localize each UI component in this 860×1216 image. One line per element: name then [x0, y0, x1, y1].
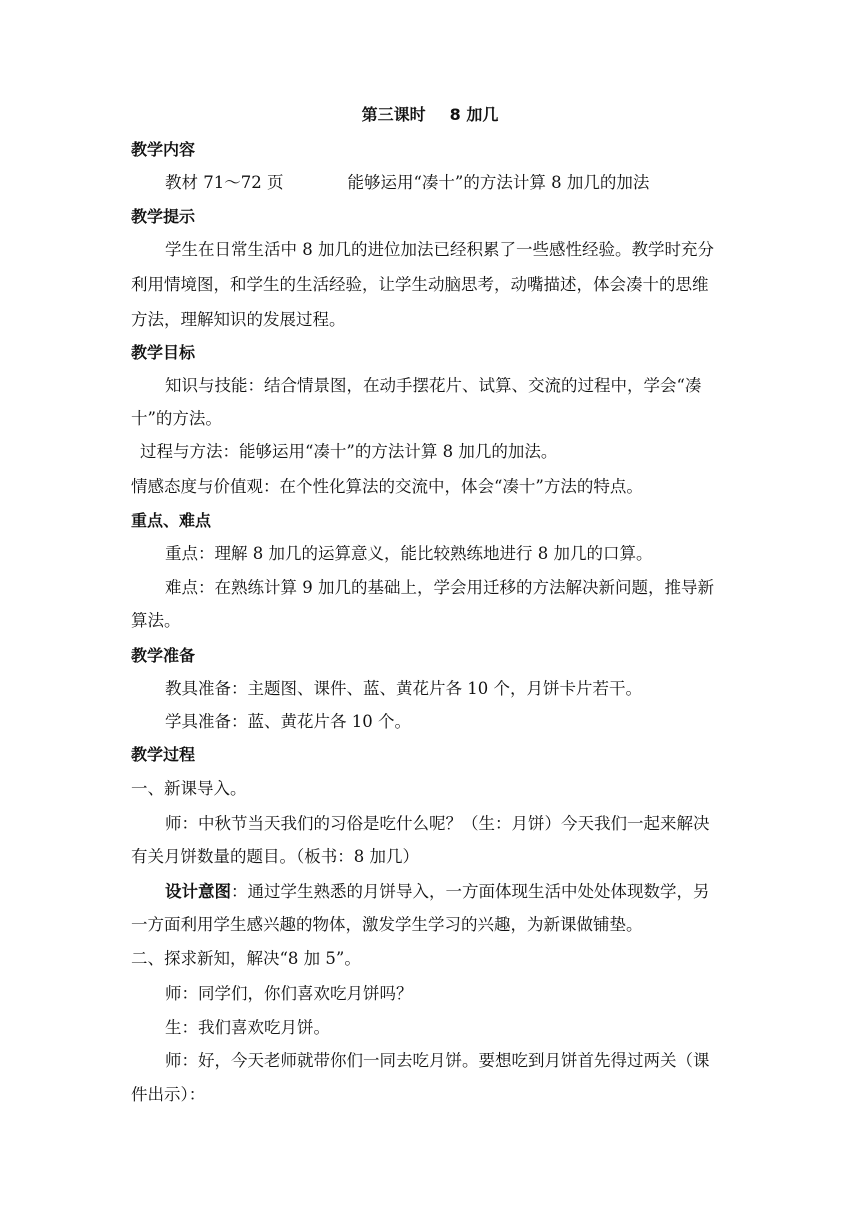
design-intent-line-2: 一方面利用学生感兴趣的物体，激发学生学习的兴趣，为新课做铺垫。	[131, 915, 643, 934]
dialogue-line-2: 生：我们喜欢吃月饼。	[165, 1018, 330, 1037]
process-step-2: 二、探求新知，解决“8 加 5”。	[131, 949, 361, 968]
content-pages: 教材 71～72 页	[165, 173, 284, 192]
process-p1-line-1: 师：中秋节当天我们的习俗是吃什么呢？（生：月饼）今天我们一起来解决	[165, 814, 710, 833]
content-goal: 能够运用“凑十”的方法计算 8 加几的加法	[347, 173, 650, 192]
objectives-line-1: 知识与技能：结合情景图，在动手摆花片、试算、交流的过程中，学会“凑	[165, 376, 702, 395]
title-topic: 8 加几	[449, 105, 499, 124]
heading-objectives: 教学目标	[131, 343, 196, 362]
design-intent-label: 设计意图	[165, 882, 231, 901]
objectives-line-2: 十”的方法。	[131, 409, 222, 428]
design-intent-text: ：通过学生熟悉的月饼导入，一方面体现生活中处处体现数学，另	[231, 882, 710, 901]
process-p1-line-2: 有关月饼数量的题目。（板书：8 加几）	[131, 847, 419, 866]
prep-line-1: 教具准备：主题图、课件、蓝、黄花片各 10 个，月饼卡片若干。	[165, 679, 642, 698]
page-title	[0, 104, 860, 126]
keypoints-line-3: 算法。	[131, 611, 181, 630]
dialogue-line-4: 件出示）：	[131, 1085, 206, 1104]
dialogue-line-3: 师：好，今天老师就带你们一同去吃月饼。要想吃到月饼首先得过两关（课	[165, 1051, 710, 1070]
content-line	[165, 172, 734, 194]
keypoints-line-2: 难点：在熟练计算 9 加几的基础上，学会用迁移的方法解决新问题，推导新	[165, 578, 714, 597]
heading-content: 教学内容	[131, 140, 196, 159]
prep-line-2: 学具准备：蓝、黄花片各 10 个。	[165, 712, 411, 731]
dialogue-line-1: 师：同学们，你们喜欢吃月饼吗？	[165, 984, 413, 1003]
hint-line-1: 学生在日常生活中 8 加几的进位加法已经积累了一些感性经验。教学时充分	[165, 240, 714, 259]
keypoints-line-1: 重点：理解 8 加几的运算意义，能比较熟练地进行 8 加几的口算。	[165, 544, 653, 563]
heading-prep: 教学准备	[131, 646, 196, 665]
title-lesson: 第三课时	[361, 105, 426, 124]
design-intent-line-1	[165, 881, 734, 903]
heading-hint: 教学提示	[131, 207, 196, 226]
objectives-line-3: 过程与方法：能够运用“凑十”的方法计算 8 加几的加法。	[140, 442, 558, 461]
heading-keypoints: 重点、难点	[131, 511, 212, 530]
process-step-1: 一、新课导入。	[131, 779, 247, 798]
hint-line-2: 利用情境图，和学生的生活经验，让学生动脑思考，动嘴描述，体会凑十的思维	[131, 275, 709, 294]
hint-line-3: 方法，理解知识的发展过程。	[131, 310, 346, 329]
objectives-line-4: 情感态度与价值观：在个性化算法的交流中，体会“凑十”方法的特点。	[131, 477, 643, 496]
heading-process: 教学过程	[131, 745, 196, 764]
